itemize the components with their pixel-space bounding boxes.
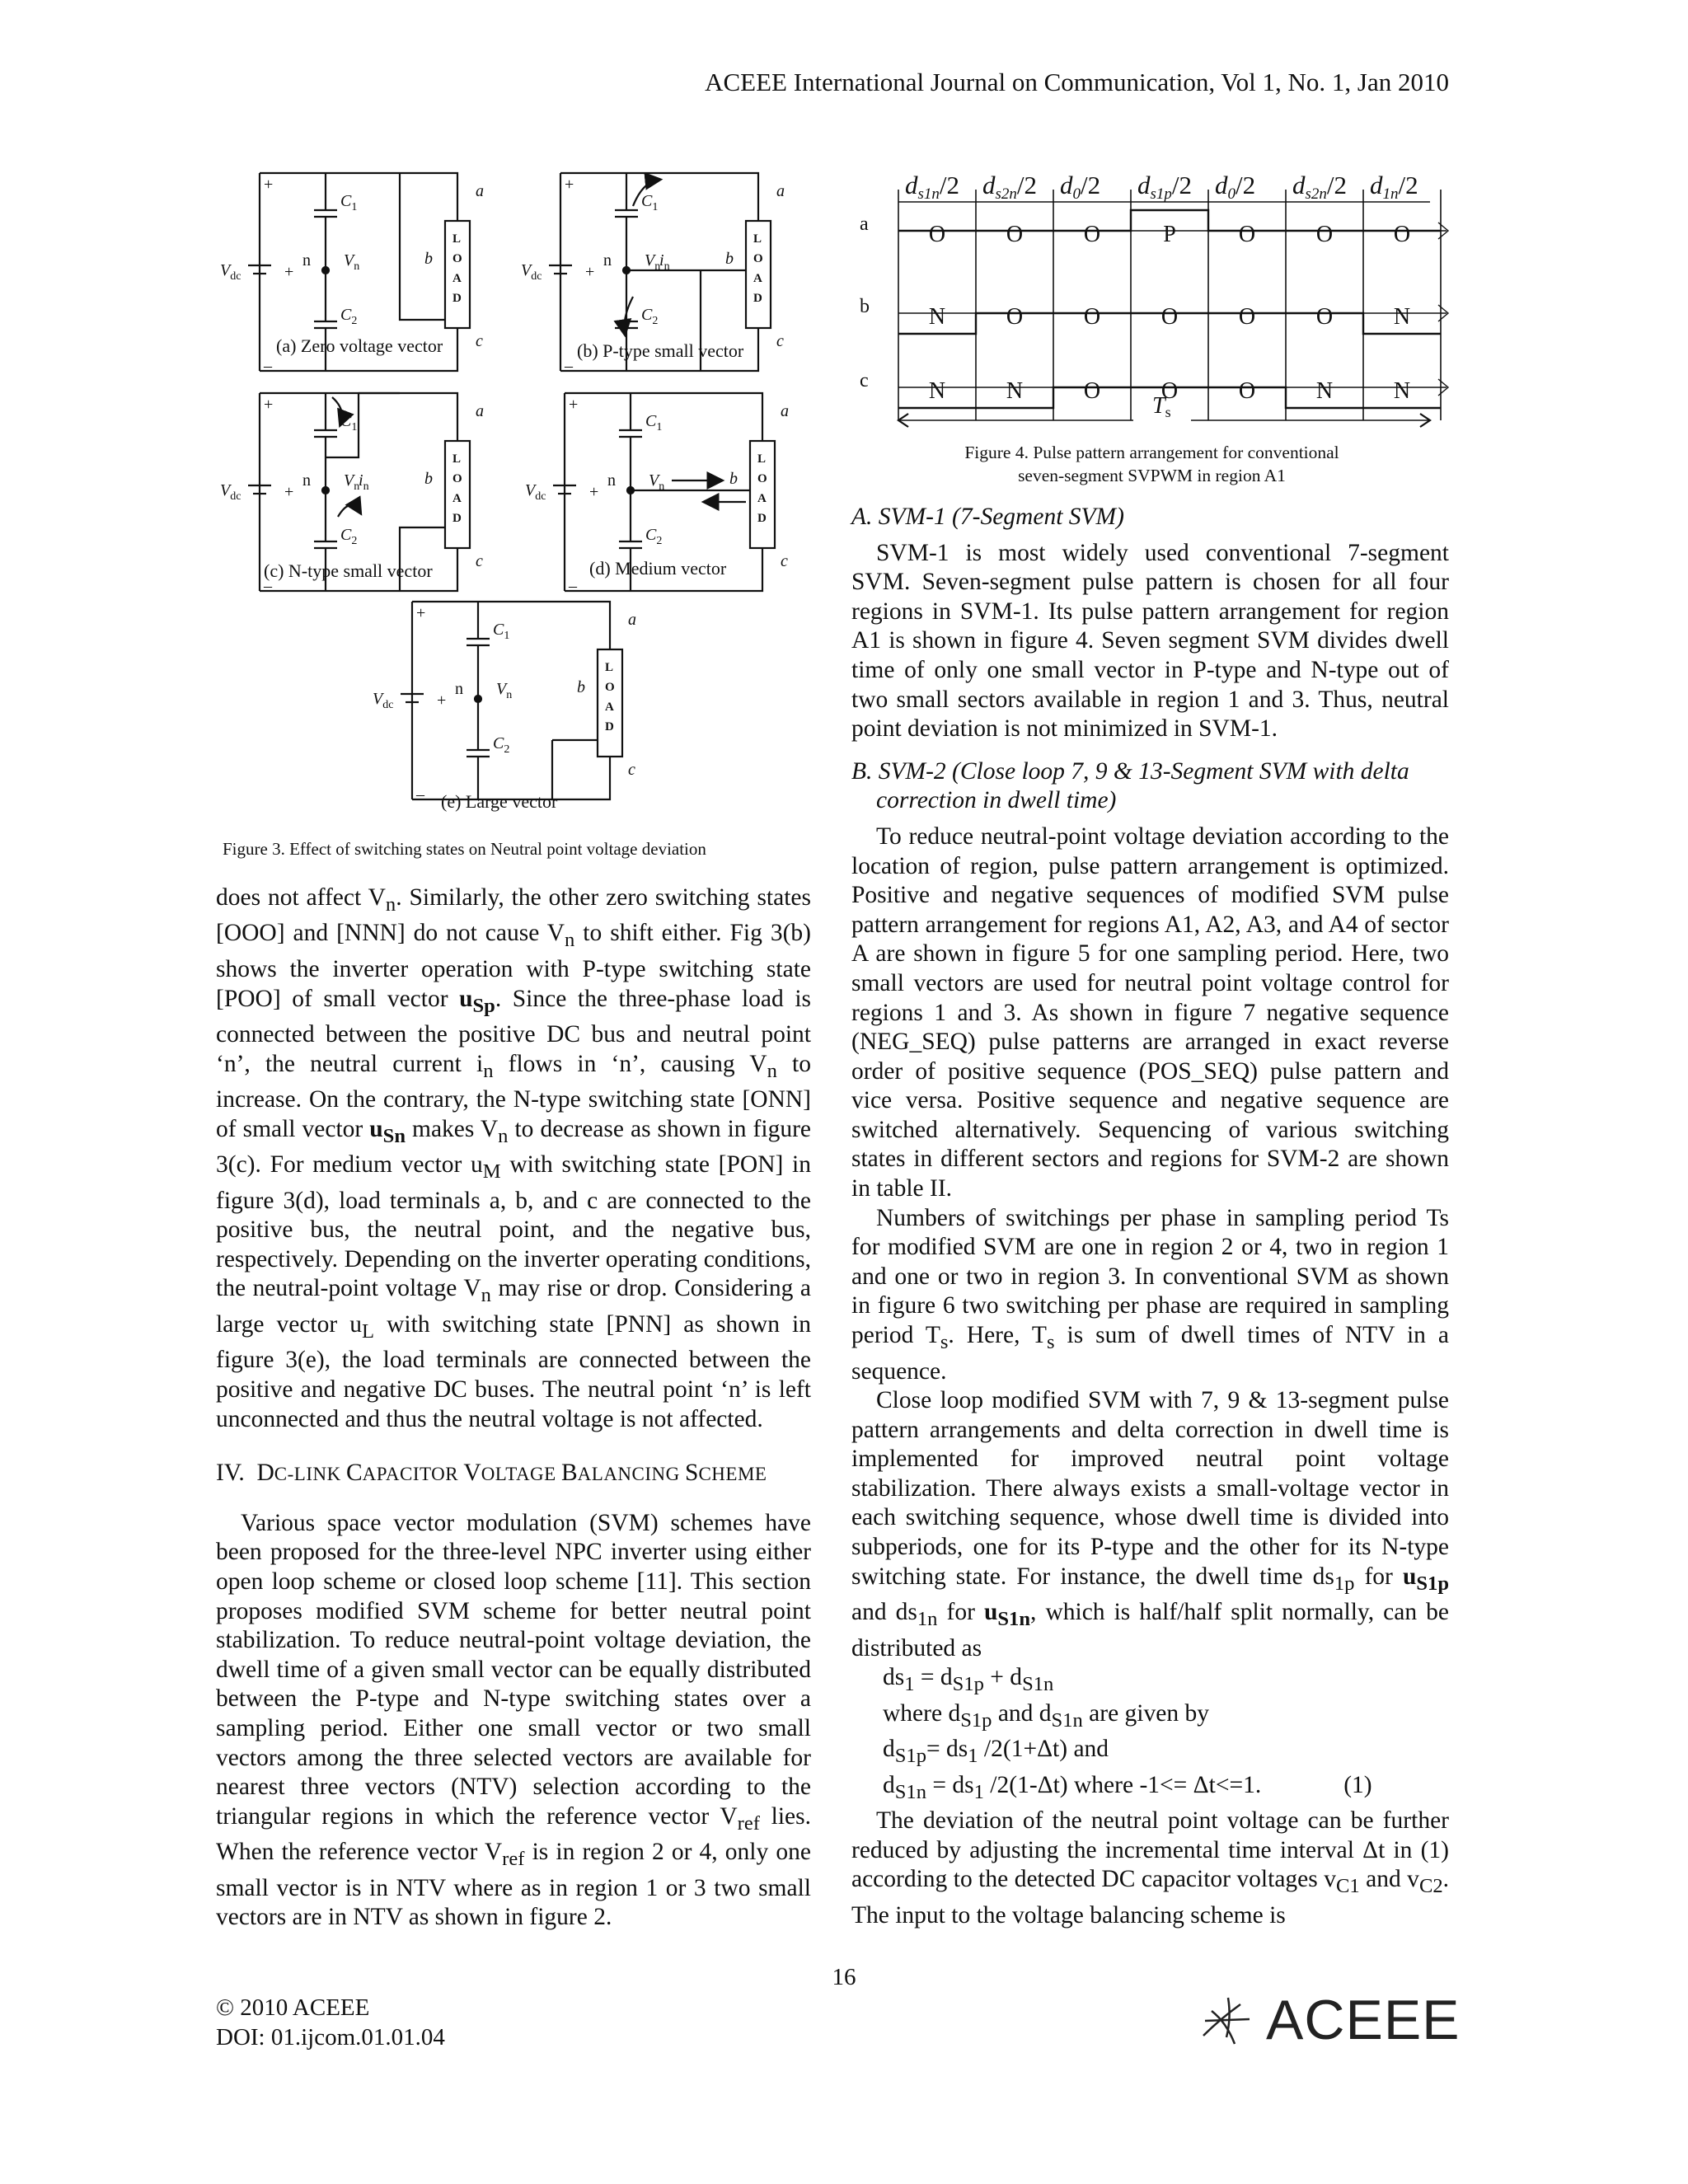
- load-letter: A: [452, 272, 462, 285]
- minus-sign: –: [264, 577, 272, 595]
- phase-label: c: [860, 370, 869, 391]
- phase-label: b: [860, 296, 870, 317]
- equation-number: (1): [1343, 1771, 1372, 1798]
- c2-label: $C_2$: [340, 526, 358, 547]
- plus-sign: +: [589, 483, 599, 501]
- c1-label: $C_1$: [645, 412, 663, 434]
- state-letter: O: [1083, 304, 1101, 330]
- vdc-label: $V_{dc}$: [220, 261, 241, 283]
- terminal-c: c: [781, 552, 788, 570]
- load-letter: A: [452, 492, 462, 505]
- phase-label: a: [860, 213, 869, 235]
- equation-line-2: where $d_{S1p}$ and $d_{S1n}$ are given by: [883, 1699, 1209, 1732]
- load-wire-a: [552, 602, 610, 649]
- neutral-node: [322, 487, 329, 494]
- state-letter: O: [1160, 304, 1179, 330]
- state-letter: P: [1163, 222, 1176, 247]
- load-letter: L: [452, 232, 462, 246]
- state-letter: O: [1315, 222, 1334, 247]
- figure-3-caption: Figure 3. Effect of switching states on Neutral point voltage deviation: [223, 839, 706, 859]
- neutral-node: [322, 267, 329, 274]
- in-label: $i_n$: [659, 251, 670, 273]
- minus-sign: –: [569, 577, 577, 595]
- figure-3c-label: (c) N-type small vector: [264, 560, 433, 581]
- c2-label: $C_2$: [493, 734, 510, 756]
- load-letter: D: [605, 720, 614, 733]
- state-letter: O: [928, 222, 946, 247]
- state-letter: O: [1006, 222, 1024, 247]
- c1-label: $C_1$: [340, 192, 358, 213]
- state-letter: O: [1006, 304, 1024, 330]
- load-wire-b: [400, 173, 445, 320]
- in-label: $i_n$: [359, 471, 369, 493]
- figure-4-caption-line2: seven-segment SVPWM in region A1: [1018, 466, 1286, 485]
- load-wire-a: [705, 393, 762, 441]
- minus-sign: –: [416, 785, 424, 804]
- dwell-time-label: ds1p/2: [1137, 171, 1193, 203]
- c1-label: $C_1$: [340, 412, 358, 434]
- load-letter: D: [753, 292, 762, 305]
- load-letter: L: [452, 452, 462, 466]
- vn-label: $V_n$: [496, 680, 513, 701]
- load-letter: L: [753, 232, 762, 246]
- load-letter: D: [452, 512, 462, 525]
- dwell-time-label: ds1n/2: [905, 171, 960, 203]
- state-letter: O: [1393, 222, 1411, 247]
- n-label: n: [302, 251, 311, 269]
- state-letter: N: [1315, 378, 1334, 404]
- state-letter: O: [1160, 378, 1179, 404]
- load-wire-a: [701, 173, 758, 221]
- footer-left: [216, 1993, 445, 2052]
- terminal-b: b: [424, 250, 433, 268]
- figure-4-pulse-pattern: [853, 169, 1459, 437]
- figure-3b-label: (b) P-type small vector: [577, 340, 744, 361]
- load-letter: A: [753, 272, 762, 285]
- subsection-b-paragraph-1: To reduce neutral-point voltage deviation according to the location of region, pulse pattern arrangement is optimized. Positive and negative sequences of modified SVM pulse pattern arrangement for regions A1, A2, A3, and A4 of sector A are shown in figure 5 for one sampling period. Here, two small vectors are used for neutral point voltage control for regions 1 and 3. As shown in figure 7 negative sequence (NEG_SEQ) pulse patterns are arranged in exact reverse order of positive sequence (POS_SEQ) pulse pattern and vice versa. Positive sequence and negative sequence are switched alternatively. Sequencing of various switching states in different sectors and regions for SVM-2 are shown in table II.: [851, 823, 1449, 1202]
- right-column: [851, 503, 1449, 1930]
- vn-label: $V_n$: [344, 471, 360, 493]
- terminal-c: c: [776, 332, 784, 350]
- n-label: n: [607, 471, 616, 490]
- vdc-label: $V_{dc}$: [220, 481, 241, 503]
- plus-sign: +: [264, 396, 274, 414]
- terminal-c: c: [476, 332, 483, 350]
- state-letter: N: [1006, 378, 1024, 404]
- vdc-label: $V_{dc}$: [373, 690, 394, 711]
- terminal-c: c: [476, 552, 483, 570]
- n-label: n: [302, 471, 311, 490]
- state-letter: O: [1083, 378, 1101, 404]
- figure-4-caption: [853, 441, 1451, 487]
- terminal-a: a: [476, 402, 484, 420]
- subsection-a-paragraph: SVM-1 is most widely used conventional 7-segment SVM. Seven-segment pulse pattern is chosen for all four regions in SVM-1. Its pulse pattern arrangement for region A1 is shown in figure 4. Seven segment SVM divides dwell time of only one small vector in P-type and N-type out of two small sectors available in region 1 and 3. Thus, neutral point deviation is not minimized in SVM-1.: [851, 539, 1449, 743]
- left-paragraph-2: Various space vector modulation (SVM) schemes have been proposed for the three-level NPC inverter using either open loop scheme or closed loop scheme [11]. This section proposes modified SVM scheme for better neutral point stabilization. To reduce neutral-point voltage deviation, the dwell time of a given small vector can be equally distributed between the P-type and N-type switching states over a sampling period. Either one small vector or two small vectors among the three selected vectors are available for nearest three vectors (NTV) selection according to the triangular regions in which the reference vector $V_{ref}$ lies. When the reference vector $V_{ref}$ is in region 2 or 4, only one small vector is in NTV where as in region 1 or 3 two small vectors are in NTV as shown in figure 2.: [216, 1509, 811, 1931]
- section-iv-heading: IV. DC-LINK CAPACITOR VOLTAGE BALANCING SCHEME: [216, 1460, 767, 1487]
- load-letter: L: [605, 661, 614, 674]
- plus-sign: +: [585, 263, 595, 281]
- terminal-a: a: [776, 182, 785, 200]
- terminal-a: a: [781, 402, 789, 420]
- plus-sign: +: [565, 176, 574, 194]
- aceee-logo-text: ACEEE: [1266, 1989, 1461, 2051]
- state-letter: N: [928, 378, 946, 404]
- vdc-label: $V_{dc}$: [521, 261, 542, 283]
- neutral-node: [475, 696, 481, 702]
- load-wire-a: [400, 173, 457, 221]
- journal-header: ACEEE International Journal on Communication, Vol 1, No. 1, Jan 2010: [705, 68, 1449, 96]
- load-wire-a: [359, 393, 457, 441]
- equation-line-1: $ds_1 = d_{S1p} + d_{S1n}$: [883, 1664, 1054, 1696]
- load-letter: D: [452, 292, 462, 305]
- terminal-b: b: [577, 678, 585, 696]
- load-letter: O: [605, 681, 615, 694]
- load-letter: D: [757, 512, 767, 525]
- doi: DOI: 01.ijcom.01.01.04: [216, 2024, 445, 2050]
- terminal-b: b: [729, 470, 738, 488]
- dwell-time-label: ds2n/2: [982, 171, 1038, 203]
- copyright: © 2010 ACEEE: [216, 1994, 370, 2021]
- page-number: 16: [832, 1964, 856, 1990]
- plus-sign: +: [416, 604, 426, 622]
- dwell-time-label: ds2n/2: [1292, 171, 1348, 203]
- current-arrow: [338, 505, 360, 517]
- figure-3d-label: (d) Medium vector: [589, 558, 727, 579]
- minus-sign: –: [264, 357, 272, 375]
- dwell-time-label: d1n/2: [1370, 171, 1418, 203]
- plus-sign: +: [284, 483, 294, 501]
- state-letter: N: [1393, 378, 1411, 404]
- ts-label: Ts: [1152, 393, 1171, 420]
- equation-line-3: $d_{S1p}= ds_1$ /2(1+Δt) and: [883, 1736, 1109, 1768]
- load-letter: L: [757, 452, 767, 466]
- load-letter: O: [753, 252, 763, 265]
- vn-label: $V_n$: [649, 471, 665, 493]
- terminal-b: b: [424, 470, 433, 488]
- load-letter: A: [605, 701, 614, 714]
- state-letter: O: [1238, 378, 1256, 404]
- left-column: [216, 883, 811, 1933]
- c2-label: $C_2$: [641, 306, 659, 327]
- terminal-a: a: [476, 182, 484, 200]
- subsection-a-heading: A. SVM-1 (7-Segment SVM): [851, 504, 1124, 530]
- equation-line-4: $d_{S1n} = ds_1$ /2(1-Δt) where -1<= Δt<=1. (1): [883, 1771, 1372, 1803]
- load-letter: A: [757, 492, 767, 505]
- subsection-b-paragraph-2: Numbers of switchings per phase in sampling period Ts for modified SVM are one in region 2 or 4, two in region 1 and one or two in region 3. In conventional SVM as shown in figure 6 two switching per phase are required in sampling period $T_s$. Here, $T_s$ is sum of dwell times of NTV in a sequence.: [851, 1204, 1449, 1385]
- dwell-time-label: d0/2: [1215, 171, 1256, 203]
- c1-label: $C_1$: [493, 621, 510, 642]
- state-letter: O: [1315, 304, 1334, 330]
- left-paragraph-1: does not affect $V_n$. Similarly, the other zero switching states [OOO] and [NNN] do not cause $V_n$ to shift either. Fig 3(b) shows the inverter operation with P-type switching state [POO] of small vector $u_{Sp}$. Since the three-phase load is connected between the positive DC bus and neutral point ‘n’, the neutral current $i_n$ flows in ‘n’, causing $V_n$ to increase. On the contrary, the N-type switching state [ONN] of small vector $u_{Sn}$ makes $V_n$ to decrease as shown in figure 3(c). For medium vector $u_M$ with switching state [PON] in figure 3(d), load terminals a, b, and c are connected to the positive bus, the neutral point, and the negative bus, respectively. Depending on the inverter operating conditions, the neutral-point voltage $V_n$ may rise or drop. Considering a large vector $u_L$ with switching state [PNN] as shown in figure 3(e), the load terminals are connected between the positive and negative DC buses. The neutral point ‘n’ is left unconnected and thus the neutral voltage is not affected.: [216, 884, 811, 1432]
- state-letter: N: [928, 304, 946, 330]
- plus-sign: +: [569, 396, 579, 414]
- n-label: n: [603, 251, 612, 269]
- vn-label: $V_n$: [645, 251, 661, 273]
- terminal-c: c: [628, 761, 635, 779]
- c2-label: $C_2$: [645, 526, 663, 547]
- aceee-logo-mark-icon: [1195, 1986, 1261, 2052]
- plus-sign: +: [264, 176, 274, 194]
- state-letter: O: [1238, 304, 1256, 330]
- minus-sign: –: [565, 357, 573, 375]
- figure-3a-label: (a) Zero voltage vector: [276, 335, 443, 356]
- plus-sign: +: [437, 691, 447, 710]
- subsection-b-paragraph-4: The deviation of the neutral point voltage can be further reduced by adjusting the incremental time interval Δt in (1) according to the detected DC capacitor voltages $v_{C1}$ and $v_{C2}$. The input to the voltage balancing scheme is: [851, 1807, 1449, 1929]
- vn-label: $V_n$: [344, 251, 360, 273]
- figure-3-circuits: [210, 161, 820, 886]
- load-letter: O: [452, 252, 462, 265]
- state-letter: O: [1238, 222, 1256, 247]
- dwell-time-label: d0/2: [1060, 171, 1101, 203]
- subsection-b-paragraph-3: Close loop modified SVM with 7, 9 & 13-segment pulse pattern arrangements and delta correction in dwell time is implemented for improved neutral point voltage stabilization. There always exists a small-voltage vector in each switching sequence, whose dwell time is divided into subperiods, one for its P-type and the other for its N-type switching state. For instance, the dwell time $ds_{1p}$ for $u_{S1p}$ and $ds_{1n}$ for $u_{S1n}$, which is half/half split normally, can be distributed as: [851, 1387, 1449, 1661]
- load-letter: O: [757, 472, 767, 485]
- figure-3e-label: (e) Large vector: [441, 791, 558, 812]
- c1-label: $C_1$: [641, 192, 659, 213]
- c2-label: $C_2$: [340, 306, 358, 327]
- aceee-logo: [1195, 1986, 1459, 2052]
- vdc-label: $V_{dc}$: [525, 481, 546, 503]
- load-wire-c: [552, 757, 610, 799]
- state-letter: N: [1393, 304, 1411, 330]
- terminal-a: a: [628, 611, 636, 629]
- figure-4-caption-line1: Figure 4. Pulse pattern arrangement for conventional: [964, 443, 1339, 462]
- subsection-b-heading: B. SVM-2 (Close loop 7, 9 & 13-Segment SVM with delta correction in dwell time): [851, 757, 1409, 814]
- state-letter: O: [1083, 222, 1101, 247]
- n-label: n: [455, 680, 463, 698]
- terminal-b: b: [725, 250, 734, 268]
- plus-sign: +: [284, 263, 294, 281]
- load-letter: O: [452, 472, 462, 485]
